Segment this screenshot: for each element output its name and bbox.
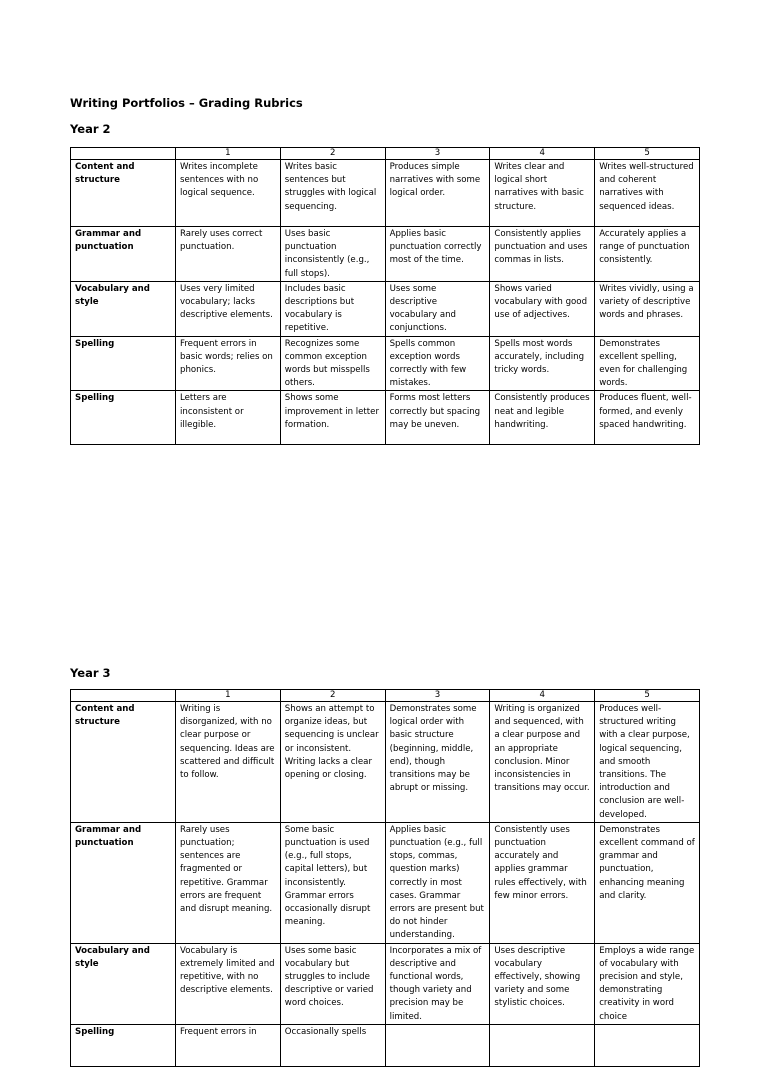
criterion-label: Spelling bbox=[71, 1024, 176, 1066]
rubric-cell: Demonstrates excellent command of grammar and punctuation, enhancing meaning and clarity. bbox=[595, 822, 700, 943]
rubric-table-year2 bbox=[70, 147, 700, 445]
rubric-cell: Produces well-structured writing with a clear purpose, logical sequencing, and smooth transitions. The introduction and conclusion are well-developed. bbox=[595, 702, 700, 823]
rubric-cell: Writes basic sentences but struggles with logical sequencing. bbox=[280, 160, 385, 227]
rubric-cell: Uses descriptive vocabulary effectively, showing variety and some stylistic choices. bbox=[490, 943, 595, 1024]
rubric-cell: Occasionally spells bbox=[280, 1024, 385, 1066]
criterion-label: Vocabulary and style bbox=[71, 281, 176, 336]
rubric-cell: Vocabulary is extremely limited and repetitive, with no descriptive elements. bbox=[176, 943, 281, 1024]
rubric-cell bbox=[490, 1024, 595, 1066]
rubric-cell: Recognizes some common exception words but misspells others. bbox=[280, 336, 385, 391]
rubric-cell: Spells most words accurately, including tricky words. bbox=[490, 336, 595, 391]
rubric-row bbox=[71, 943, 700, 1024]
rubric-row bbox=[71, 227, 700, 282]
rubric-cell: Applies basic punctuation (e.g., full stops, commas, question marks) correctly in most cases. Grammar errors are present but do not hinder understanding. bbox=[385, 822, 490, 943]
document-title: Writing Portfolios – Grading Rubrics bbox=[70, 96, 303, 110]
rubric-cell: Shows varied vocabulary with good use of adjectives. bbox=[490, 281, 595, 336]
rubric-cell: Produces simple narratives with some logical order. bbox=[385, 160, 490, 227]
rubric-cell: Some basic punctuation is used (e.g., full stops, capital letters), but inconsistently. Grammar errors occasionally disrupt meaning. bbox=[280, 822, 385, 943]
rubric-cell: Frequent errors in basic words; relies on phonics. bbox=[176, 336, 281, 391]
corner-cell bbox=[71, 148, 176, 160]
level-header: 2 bbox=[280, 148, 385, 160]
year3-heading: Year 3 bbox=[70, 666, 111, 680]
rubric-cell: Uses some basic vocabulary but struggles to include descriptive or varied word choices. bbox=[280, 943, 385, 1024]
level-header: 3 bbox=[385, 690, 490, 702]
rubric-cell: Includes basic descriptions but vocabulary is repetitive. bbox=[280, 281, 385, 336]
rubric-cell: Produces fluent, well-formed, and evenly spaced handwriting. bbox=[595, 391, 700, 445]
rubric-cell: Writes incomplete sentences with no logical sequence. bbox=[176, 160, 281, 227]
rubric-cell: Consistently produces neat and legible handwriting. bbox=[490, 391, 595, 445]
rubric-cell: Writes vividly, using a variety of descriptive words and phrases. bbox=[595, 281, 700, 336]
rubric-row bbox=[71, 1024, 700, 1066]
corner-cell bbox=[71, 690, 176, 702]
rubric-row bbox=[71, 160, 700, 227]
criterion-label: Vocabulary and style bbox=[71, 943, 176, 1024]
rubric-cell: Frequent errors in bbox=[176, 1024, 281, 1066]
rubric-cell bbox=[595, 1024, 700, 1066]
rubric-row bbox=[71, 281, 700, 336]
rubric-cell bbox=[385, 1024, 490, 1066]
criterion-label: Grammar and punctuation bbox=[71, 822, 176, 943]
rubric-cell: Demonstrates some logical order with basic structure (beginning, middle, end), though transitions may be abrupt or missing. bbox=[385, 702, 490, 823]
rubric-cell: Writes well-structured and coherent narratives with sequenced ideas. bbox=[595, 160, 700, 227]
rubric-cell: Writing is organized and sequenced, with a clear purpose and an appropriate conclusion. Minor inconsistencies in transitions may occur. bbox=[490, 702, 595, 823]
level-header: 3 bbox=[385, 148, 490, 160]
criterion-label: Grammar and punctuation bbox=[71, 227, 176, 282]
criterion-label: Content and structure bbox=[71, 702, 176, 823]
rubric-row bbox=[71, 822, 700, 943]
rubric-cell: Accurately applies a range of punctuation consistently. bbox=[595, 227, 700, 282]
rubric-cell: Spells common exception words correctly with few mistakes. bbox=[385, 336, 490, 391]
rubric-cell: Consistently uses punctuation accurately and applies grammar rules effectively, with few minor errors. bbox=[490, 822, 595, 943]
level-header: 5 bbox=[595, 690, 700, 702]
rubric-cell: Shows some improvement in letter formation. bbox=[280, 391, 385, 445]
rubric-cell: Applies basic punctuation correctly most of the time. bbox=[385, 227, 490, 282]
criterion-label: Spelling bbox=[71, 391, 176, 445]
level-header: 2 bbox=[280, 690, 385, 702]
level-header: 5 bbox=[595, 148, 700, 160]
criterion-label: Content and structure bbox=[71, 160, 176, 227]
rubric-cell: Writes clear and logical short narratives with basic structure. bbox=[490, 160, 595, 227]
rubric-table-year3 bbox=[70, 689, 700, 1067]
rubric-cell: Consistently applies punctuation and uses commas in lists. bbox=[490, 227, 595, 282]
level-header-row bbox=[71, 690, 700, 702]
rubric-cell: Incorporates a mix of descriptive and functional words, though variety and precision may be limited. bbox=[385, 943, 490, 1024]
rubric-row bbox=[71, 336, 700, 391]
level-header: 1 bbox=[176, 690, 281, 702]
rubric-row bbox=[71, 391, 700, 445]
level-header: 4 bbox=[490, 148, 595, 160]
level-header: 4 bbox=[490, 690, 595, 702]
rubric-cell: Forms most letters correctly but spacing may be uneven. bbox=[385, 391, 490, 445]
level-header-row bbox=[71, 148, 700, 160]
criterion-label: Spelling bbox=[71, 336, 176, 391]
rubric-cell: Shows an attempt to organize ideas, but sequencing is unclear or inconsistent. Writing lacks a clear opening or closing. bbox=[280, 702, 385, 823]
year2-heading: Year 2 bbox=[70, 122, 111, 136]
rubric-cell: Uses very limited vocabulary; lacks descriptive elements. bbox=[176, 281, 281, 336]
level-header: 1 bbox=[176, 148, 281, 160]
rubric-cell: Rarely uses correct punctuation. bbox=[176, 227, 281, 282]
rubric-cell: Uses some descriptive vocabulary and conjunctions. bbox=[385, 281, 490, 336]
rubric-cell: Writing is disorganized, with no clear purpose or sequencing. Ideas are scattered and difficult to follow. bbox=[176, 702, 281, 823]
rubric-cell: Demonstrates excellent spelling, even for challenging words. bbox=[595, 336, 700, 391]
rubric-cell: Uses basic punctuation inconsistently (e.g., full stops). bbox=[280, 227, 385, 282]
rubric-cell: Letters are inconsistent or illegible. bbox=[176, 391, 281, 445]
rubric-cell: Employs a wide range of vocabulary with precision and style, demonstrating creativity in word choice bbox=[595, 943, 700, 1024]
rubric-row bbox=[71, 702, 700, 823]
rubric-cell: Rarely uses punctuation; sentences are fragmented or repetitive. Grammar errors are frequent and disrupt meaning. bbox=[176, 822, 281, 943]
